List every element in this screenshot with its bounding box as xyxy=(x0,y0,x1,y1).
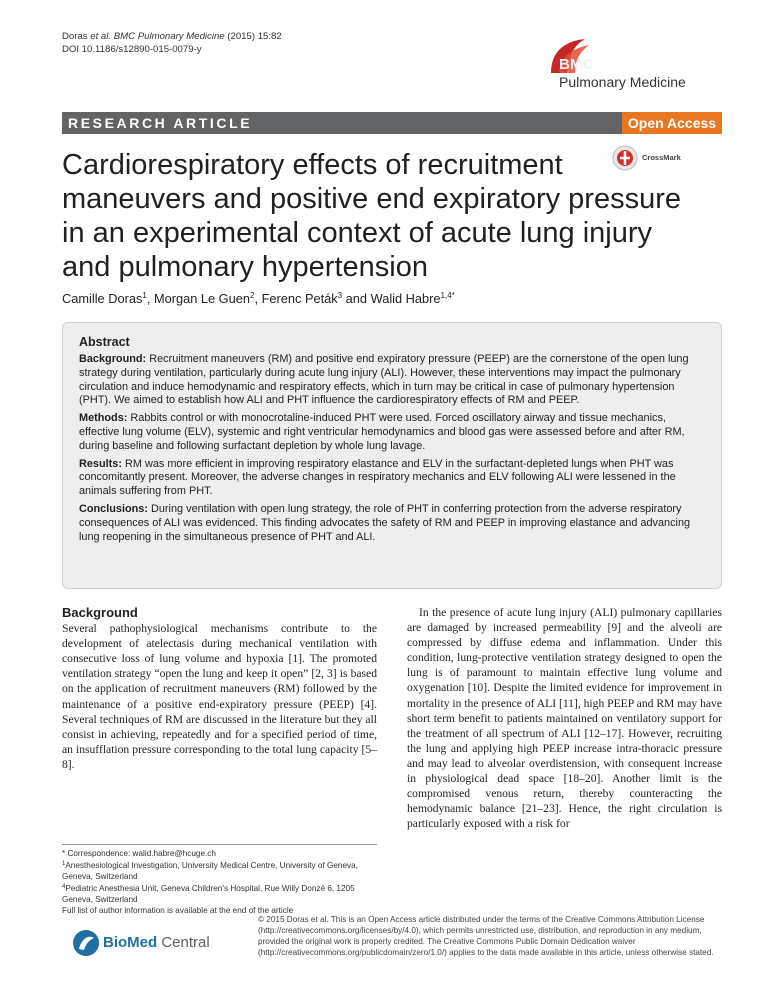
crossmark-label: CrossMark xyxy=(642,153,681,162)
abstract-methods: Methods: Rabbits control or with monocrotaline-induced PHT were used. Forced oscillatory airway and tissue mechanics, effective lung volume (ELV), systemic and right ventricular hemodynamics and blood gas were assessed before and after RM, during baseline and following surfactant depletion by whole lung lavage. xyxy=(79,412,685,452)
body-column-left xyxy=(62,605,377,772)
author[interactable]: Morgan Le Guen$^2$ xyxy=(153,291,255,306)
affiliation-1: $^1$Anesthesiological Investigation, University Medical Centre, University of Geneva, Geneva, Switzerland xyxy=(62,861,358,881)
citation-header xyxy=(62,30,282,56)
body-column-right xyxy=(407,605,722,831)
journal-name: Pulmonary Medicine xyxy=(559,74,686,90)
license-text: © 2015 Doras et al. This is an Open Access article distributed under the terms of the Creative Commons Attribution License (http://creativecommons.org/licenses/by/4.0), which permits unrestricted use, distribution, and reproduction in any medium, provided the original work is properly credited. The Creative Commons Public Domain Dedication waiver (http://creativecommons.org/publicdomain/zero/1.0/) applies to the data made available in this article, unless otherwise stated. xyxy=(258,915,714,957)
more-author-info: Full list of author information is available at the end of the article xyxy=(62,906,294,915)
abstract-box xyxy=(62,322,722,589)
body-paragraph: In the presence of acute lung injury (ALI) pulmonary capillaries are damaged by increased permeability [9] and the alveoli are compressed by diffuse edema and inflammation. Under this condition, lung-protective ventilation strategy designed to open the lung is of paramount to maintain effective lung volume and oxygenation [10]. Despite the limited evidence for improvement in mortality in the presence of ALI [11], high PEEP and RM may have short term benefit to patients maintained on ventilatory support for the treatment of all spectrum of ALI [12–17]. However, recruiting the lung and applying high PEEP increase intra-thoracic pressure and may lead to alveolar overdistension, with consequent increase in physiological dead space [18–20]. Another limit is the compromised venous return, thereby counteracting the hemodynamic balance [21–23]. Hence, the right circulation is particularly exposed with a risk for xyxy=(407,606,723,831)
biomed-central-logo[interactable] xyxy=(72,925,232,965)
body-paragraph: Several pathophysiological mechanisms contribute to the development of atelectasis during mechanical ventilation with consecutive loss of lung volume and hypoxia [1]. The promoted ventilation strategy “open the lung and keep it open” [2, 3] is based on the application of recruitment maneuvers (RM) followed by the maintenance of a positive end-expiratory pressure (PEEP) [4]. Several techniques of RM are discussed in the literature but they all consist in achieving, repeatedly and for a specified period of time, an insufflation pressure corresponding to the total lung capacity [5–8]. xyxy=(62,622,377,771)
article-type-banner xyxy=(62,112,722,134)
crossmark-badge[interactable] xyxy=(612,145,692,171)
biomed-logo-text: BioMed Central xyxy=(103,934,210,951)
correspondence-footnote xyxy=(62,844,377,916)
author-list: Camille Doras$^1$, Morgan Le Guen$^2$, Ferenc Peták$^3$ and Walid Habre$^{1,4*}$ xyxy=(62,291,455,306)
abstract-heading: Abstract xyxy=(79,335,130,349)
correspondence-email[interactable]: * Correspondence: walid.habre@hcuge.ch xyxy=(62,849,216,858)
article-type-label: RESEARCH ARTICLE xyxy=(68,115,253,131)
author[interactable]: Camille Doras$^1$ xyxy=(62,291,147,306)
journal-brand: BMC xyxy=(559,56,594,73)
crossmark-icon xyxy=(612,145,638,171)
author[interactable]: Ferenc Peták$^3$ xyxy=(261,291,343,306)
journal-logo[interactable] xyxy=(545,35,715,95)
abstract-conclusions: Conclusions: During ventilation with open lung strategy, the role of PHT in conferring protection from the adverse respiratory consequences of ALI was evidenced. This finding advocates the safety of RM and PEEP in improving elastance and advancing lung reopening in the simultaneous presence of PHT and ALI. xyxy=(79,502,691,543)
abstract-background: Background: Recruitment maneuvers (RM) and positive end expiratory pressure (PEEP) are the cornerstone of the open lung strategy during ventilation, particularly during acute lung injury (ALI). However, these interventions may impact the pulmonary circulation and induce hemodynamic and respiratory effects, which in turn may be critical in case of pulmonary hypertension (PHT). We aimed to establish how ALI and PHT influence the cardiorespiratory effects of RM and PEEP. xyxy=(79,353,689,407)
article-title: Cardiorespiratory effects of recruitment maneuvers and positive end expiratory pressure in an experimental context of acute lung injury and pulmonary hypertension xyxy=(62,149,681,283)
doi-line: DOI 10.1186/s12890-015-0079-y xyxy=(62,44,202,55)
affiliation-4: $^4$Pediatric Anesthesia Unit, Geneva Children’s Hospital, Rue Willy Donzé 6, 1205 Geneva, Switzerland xyxy=(62,884,355,904)
biomed-logo-icon xyxy=(72,929,100,957)
citation-line-1: Doras et al. BMC Pulmonary Medicine (2015) 15:82 xyxy=(62,31,282,42)
abstract-results: Results: RM was more efficient in improving respiratory elastance and ELV in the surfactant-depleted lungs when PHT was concomitantly present. Moreover, the adverse changes in respiratory mechanics and ELV following ALI were lessened in the animals suffering from PHT. xyxy=(79,457,676,498)
section-heading-background: Background xyxy=(62,605,138,620)
author[interactable]: Walid Habre$^{1,4*}$ xyxy=(370,291,455,306)
open-access-badge[interactable]: Open Access xyxy=(622,112,722,134)
